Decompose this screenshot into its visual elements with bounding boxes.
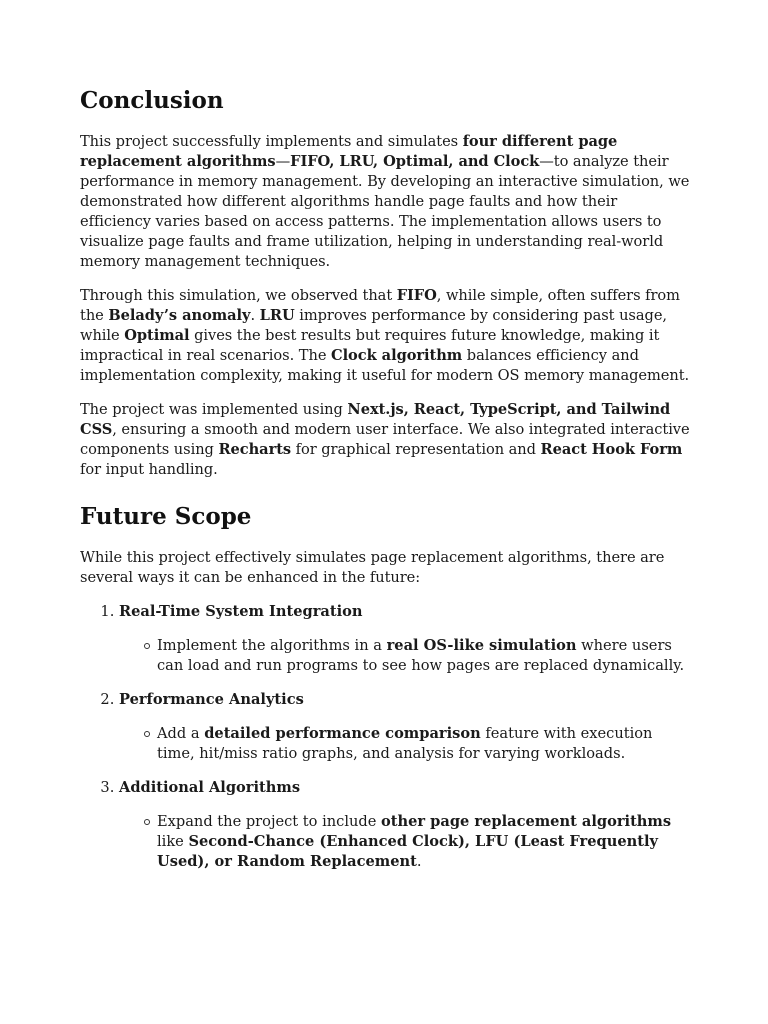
bold-text: four different page replacement algorithms — [80, 133, 618, 170]
text: for input handling. — [80, 461, 218, 478]
text: The project was implemented using — [80, 401, 348, 418]
text: like — [157, 833, 189, 850]
bold-text: FIFO, LRU, Optimal, and Clock — [290, 153, 540, 170]
text: —to analyze their performance in memory management. By developing an interactive simulation, we demonstrated how different algorithms handle page faults and how their efficiency varies based on access patterns. The implementation allows users to visualize page faults and frame utilization, helping in understanding real-world memory management techniques. — [80, 153, 690, 270]
text: . — [250, 307, 260, 324]
bold-text: Second-Chance (Enhanced Clock), LFU (Least Frequently Used), or Random Replacement — [157, 833, 658, 870]
bold-text: detailed performance comparison — [204, 725, 481, 742]
sub-list — [119, 812, 692, 872]
text: where users can load and run programs to see how pages are replaced dynamically. — [157, 637, 685, 674]
text: Expand the project to include — [157, 813, 382, 830]
bold-text: React Hook Form — [540, 441, 683, 458]
future-scope-list — [80, 602, 692, 872]
text: . — [416, 853, 422, 870]
list-item-title: Additional Algorithms — [119, 779, 301, 796]
bold-text: real OS-like simulation — [386, 637, 577, 654]
circle-bullet-icon — [144, 731, 150, 737]
text: gives the best results but requires future knowledge, making it impractical in real scenarios. The — [80, 327, 660, 364]
text: improves performance by considering past usage, while — [80, 307, 667, 344]
text: balances efficiency and implementation complexity, making it useful for modern OS memory management. — [80, 347, 690, 384]
text: Add a — [157, 725, 205, 742]
circle-bullet-icon — [144, 819, 150, 825]
text: for graphical representation and — [291, 441, 541, 458]
text: , while simple, often suffers from the — [80, 287, 680, 324]
sub-list-item — [157, 636, 692, 676]
sub-list-item — [157, 724, 692, 764]
circle-bullet-icon — [144, 643, 150, 649]
list-item-title: Performance Analytics — [119, 691, 304, 708]
future-scope-heading: Future Scope — [80, 503, 252, 530]
bold-text: other page replacement algorithms — [381, 813, 672, 830]
bold-text: Next.js, React, TypeScript, and Tailwind CSS — [80, 401, 671, 438]
conclusion-paragraph-1 — [80, 132, 692, 272]
list-item — [119, 690, 692, 764]
sub-list-item — [157, 812, 692, 872]
text: — — [275, 153, 291, 170]
bold-text: Optimal — [124, 327, 190, 344]
conclusion-paragraph-2 — [80, 286, 692, 386]
bold-text: Belady’s anomaly — [108, 307, 251, 324]
text: Through this simulation, we observed that — [80, 287, 397, 304]
document-page — [80, 84, 692, 886]
list-item — [119, 602, 692, 676]
future-scope-intro: While this project effectively simulates page replacement algorithms, there are several ways it can be enhanced in the future: — [80, 549, 665, 586]
conclusion-heading: Conclusion — [80, 87, 224, 114]
list-item-title: Real-Time System Integration — [119, 603, 363, 620]
conclusion-paragraph-3 — [80, 400, 692, 480]
bold-text: Recharts — [218, 441, 292, 458]
text: , ensuring a smooth and modern user interface. We also integrated interactive components using — [80, 421, 690, 458]
sub-list — [119, 636, 692, 676]
bold-text: LRU — [259, 307, 295, 324]
text: This project successfully implements and simulates — [80, 133, 463, 150]
text: feature with execution time, hit/miss ratio graphs, and analysis for varying workloads. — [157, 725, 653, 762]
text: Implement the algorithms in a — [157, 637, 387, 654]
bold-text: Clock algorithm — [331, 347, 463, 364]
bold-text: FIFO — [396, 287, 437, 304]
list-item — [119, 778, 692, 872]
sub-list — [119, 724, 692, 764]
